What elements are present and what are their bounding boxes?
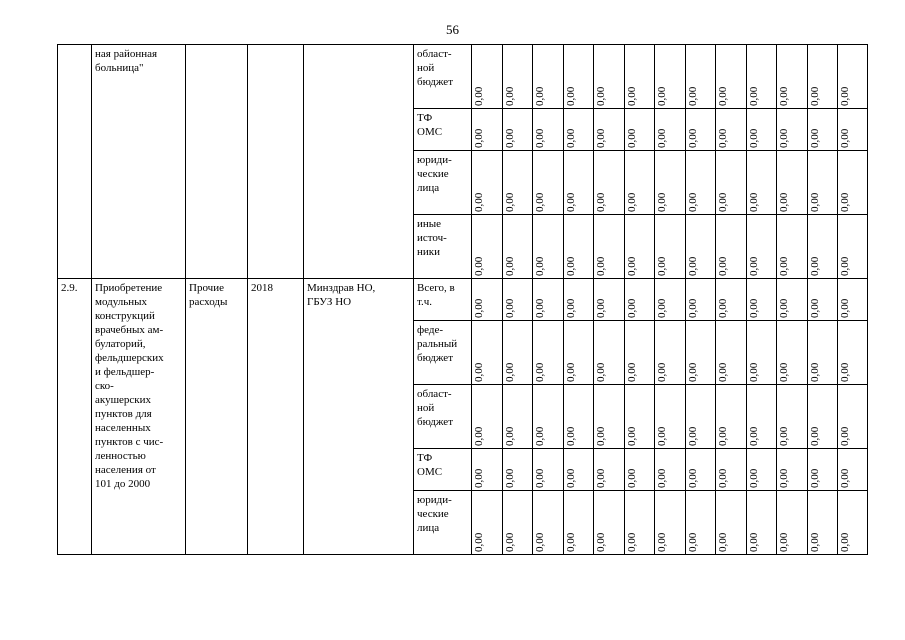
value-cell	[625, 215, 655, 279]
value-text: 0,00	[473, 192, 485, 212]
value-cell	[655, 45, 686, 109]
value-cell	[655, 449, 686, 491]
item-2-9-item-number: 2.9.	[58, 279, 92, 555]
value-cell	[777, 215, 808, 279]
value-cell	[625, 491, 655, 555]
value-text: 0,00	[717, 532, 729, 552]
value-text: 0,00	[686, 86, 699, 106]
value-cell	[655, 279, 686, 321]
value-text: 0,00	[778, 298, 790, 318]
value-text: 0,00	[473, 426, 485, 446]
value-cell	[838, 385, 868, 449]
value-cell	[747, 279, 777, 321]
value-text: 0,00	[534, 532, 546, 552]
value-text: 0,00	[503, 128, 516, 148]
value-text: 0,00	[717, 192, 729, 212]
value-text: 0,00	[717, 298, 729, 318]
value-text: 0,00	[808, 256, 821, 276]
value-cell	[686, 491, 716, 555]
value-cell	[594, 491, 625, 555]
value-cell	[472, 45, 503, 109]
value-cell	[594, 321, 625, 385]
value-cell	[808, 385, 838, 449]
value-cell	[716, 385, 747, 449]
value-text: 0,00	[564, 192, 577, 212]
continued-item-year	[248, 45, 304, 279]
value-cell	[625, 151, 655, 215]
value-text: 0,00	[778, 192, 790, 212]
item-2-9-source-label: ТФ ОМС	[414, 449, 472, 491]
value-cell	[838, 45, 868, 109]
value-text: 0,00	[473, 256, 485, 276]
value-text: 0,00	[656, 426, 668, 446]
value-text: 0,00	[656, 86, 668, 106]
value-text: 0,00	[686, 256, 699, 276]
value-cell	[747, 385, 777, 449]
value-cell	[594, 45, 625, 109]
value-cell	[808, 109, 838, 151]
value-cell	[655, 151, 686, 215]
value-cell	[472, 109, 503, 151]
value-cell	[747, 491, 777, 555]
value-cell	[564, 321, 594, 385]
value-cell	[564, 215, 594, 279]
value-text: 0,00	[534, 298, 546, 318]
value-text: 0,00	[717, 256, 729, 276]
value-cell	[533, 491, 564, 555]
value-text: 0,00	[595, 298, 607, 318]
value-cell	[686, 151, 716, 215]
value-text: 0,00	[717, 426, 729, 446]
value-text: 0,00	[625, 468, 638, 488]
value-text: 0,00	[838, 298, 851, 318]
value-cell	[472, 491, 503, 555]
value-cell	[503, 321, 533, 385]
value-text: 0,00	[747, 128, 760, 148]
value-text: 0,00	[564, 256, 577, 276]
financing-table	[57, 44, 868, 555]
value-cell	[686, 215, 716, 279]
value-cell	[716, 45, 747, 109]
value-text: 0,00	[778, 362, 790, 382]
value-cell	[503, 215, 533, 279]
value-text: 0,00	[534, 128, 546, 148]
value-text: 0,00	[595, 468, 607, 488]
value-cell	[777, 385, 808, 449]
value-cell	[533, 449, 564, 491]
value-text: 0,00	[595, 192, 607, 212]
value-cell	[564, 45, 594, 109]
continued-source-label: област- ной бюджет	[414, 45, 472, 109]
value-cell	[564, 491, 594, 555]
continued-source-label: юриди- ческие лица	[414, 151, 472, 215]
value-text: 0,00	[717, 128, 729, 148]
value-text: 0,00	[564, 426, 577, 446]
value-cell	[747, 215, 777, 279]
value-cell	[808, 215, 838, 279]
value-cell	[686, 321, 716, 385]
item-2-9-source-label: феде- ральный бюджет	[414, 321, 472, 385]
item-2-9-row	[58, 279, 868, 321]
value-text: 0,00	[503, 86, 516, 106]
continued-source-label: иные источ- ники	[414, 215, 472, 279]
value-text: 0,00	[747, 86, 760, 106]
item-2-9-source-label: юриди- ческие лица	[414, 491, 472, 555]
page-number: 56	[446, 22, 459, 37]
value-cell	[655, 321, 686, 385]
value-text: 0,00	[656, 256, 668, 276]
value-text: 0,00	[778, 426, 790, 446]
value-cell	[503, 491, 533, 555]
value-text: 0,00	[838, 468, 851, 488]
value-text: 0,00	[747, 256, 760, 276]
value-text: 0,00	[595, 426, 607, 446]
value-text: 0,00	[534, 256, 546, 276]
value-cell	[533, 279, 564, 321]
value-text: 0,00	[686, 298, 699, 318]
value-cell	[625, 385, 655, 449]
continued-item-number	[58, 45, 92, 279]
value-cell	[655, 215, 686, 279]
value-text: 0,00	[625, 128, 638, 148]
value-text: 0,00	[625, 426, 638, 446]
value-text: 0,00	[564, 128, 577, 148]
value-text: 0,00	[503, 192, 516, 212]
value-cell	[594, 279, 625, 321]
value-text: 0,00	[656, 362, 668, 382]
value-text: 0,00	[534, 426, 546, 446]
value-cell	[503, 151, 533, 215]
value-cell	[564, 279, 594, 321]
value-cell	[533, 385, 564, 449]
value-text: 0,00	[838, 192, 851, 212]
value-cell	[838, 279, 868, 321]
value-text: 0,00	[778, 532, 790, 552]
value-cell	[716, 491, 747, 555]
value-cell	[777, 491, 808, 555]
value-cell	[838, 151, 868, 215]
continued-item-executor	[304, 45, 414, 279]
value-text: 0,00	[747, 468, 760, 488]
value-cell	[838, 491, 868, 555]
value-cell	[808, 151, 838, 215]
value-cell	[716, 151, 747, 215]
value-cell	[625, 109, 655, 151]
value-cell	[686, 109, 716, 151]
value-text: 0,00	[595, 362, 607, 382]
value-cell	[533, 321, 564, 385]
value-cell	[625, 449, 655, 491]
value-cell	[716, 215, 747, 279]
value-cell	[716, 449, 747, 491]
value-text: 0,00	[656, 298, 668, 318]
value-text: 0,00	[473, 298, 485, 318]
value-cell	[472, 279, 503, 321]
value-cell	[503, 45, 533, 109]
value-cell	[564, 109, 594, 151]
value-text: 0,00	[808, 532, 821, 552]
value-text: 0,00	[747, 362, 760, 382]
value-cell	[533, 109, 564, 151]
value-text: 0,00	[778, 468, 790, 488]
value-cell	[503, 449, 533, 491]
value-text: 0,00	[838, 256, 851, 276]
value-text: 0,00	[473, 362, 485, 382]
value-text: 0,00	[747, 426, 760, 446]
value-text: 0,00	[595, 128, 607, 148]
value-cell	[686, 385, 716, 449]
value-text: 0,00	[808, 362, 821, 382]
value-cell	[808, 279, 838, 321]
value-cell	[472, 449, 503, 491]
value-text: 0,00	[473, 468, 485, 488]
value-text: 0,00	[778, 86, 790, 106]
item-2-9-item-name: Приобретение модульных конструкций врачебных ам- булаторий, фельдшерских и фельдшер- ско- акушерских пунктов для населенных пунктов с чис- ленностью населения от 101 до 2000	[92, 279, 186, 555]
value-cell	[594, 109, 625, 151]
item-2-9-source-label: област- ной бюджет	[414, 385, 472, 449]
value-cell	[472, 151, 503, 215]
value-cell	[777, 321, 808, 385]
item-2-9-item-executor: Минздрав НО, ГБУЗ НО	[304, 279, 414, 555]
value-text: 0,00	[808, 192, 821, 212]
value-text: 0,00	[717, 86, 729, 106]
value-text: 0,00	[808, 86, 821, 106]
value-text: 0,00	[747, 532, 760, 552]
value-text: 0,00	[534, 362, 546, 382]
value-cell	[533, 45, 564, 109]
value-cell	[777, 449, 808, 491]
value-text: 0,00	[564, 362, 577, 382]
value-cell	[808, 45, 838, 109]
value-cell	[838, 215, 868, 279]
value-text: 0,00	[564, 86, 577, 106]
value-text: 0,00	[534, 192, 546, 212]
value-text: 0,00	[778, 256, 790, 276]
value-cell	[808, 321, 838, 385]
continued-item-name: ная районная больница"	[92, 45, 186, 279]
value-cell	[808, 491, 838, 555]
value-text: 0,00	[686, 192, 699, 212]
value-cell	[472, 215, 503, 279]
value-cell	[716, 109, 747, 151]
value-text: 0,00	[686, 362, 699, 382]
value-text: 0,00	[625, 86, 638, 106]
value-text: 0,00	[625, 192, 638, 212]
value-cell	[503, 385, 533, 449]
value-cell	[838, 321, 868, 385]
value-text: 0,00	[747, 192, 760, 212]
value-text: 0,00	[503, 298, 516, 318]
value-cell	[777, 279, 808, 321]
value-cell	[838, 449, 868, 491]
value-text: 0,00	[838, 86, 851, 106]
value-text: 0,00	[808, 298, 821, 318]
value-text: 0,00	[808, 426, 821, 446]
value-text: 0,00	[656, 128, 668, 148]
value-cell	[594, 449, 625, 491]
value-text: 0,00	[473, 532, 485, 552]
value-text: 0,00	[625, 362, 638, 382]
value-cell	[747, 109, 777, 151]
value-text: 0,00	[747, 298, 760, 318]
value-text: 0,00	[595, 86, 607, 106]
item-2-9-source-label: Всего, в т.ч.	[414, 279, 472, 321]
value-text: 0,00	[686, 468, 699, 488]
continued-expense-type	[186, 45, 248, 279]
value-text: 0,00	[473, 128, 485, 148]
value-cell	[472, 385, 503, 449]
value-text: 0,00	[534, 468, 546, 488]
value-text: 0,00	[778, 128, 790, 148]
value-text: 0,00	[503, 362, 516, 382]
value-text: 0,00	[838, 426, 851, 446]
value-cell	[747, 449, 777, 491]
value-text: 0,00	[503, 256, 516, 276]
value-cell	[655, 385, 686, 449]
value-text: 0,00	[625, 256, 638, 276]
value-text: 0,00	[503, 532, 516, 552]
value-cell	[686, 279, 716, 321]
value-text: 0,00	[656, 468, 668, 488]
value-cell	[533, 151, 564, 215]
value-text: 0,00	[686, 128, 699, 148]
value-text: 0,00	[717, 468, 729, 488]
value-text: 0,00	[808, 468, 821, 488]
continued-row	[58, 45, 868, 109]
value-text: 0,00	[686, 426, 699, 446]
value-cell	[777, 109, 808, 151]
value-cell	[472, 321, 503, 385]
value-cell	[594, 385, 625, 449]
value-cell	[594, 215, 625, 279]
value-text: 0,00	[838, 532, 851, 552]
continued-source-label: ТФ ОМС	[414, 109, 472, 151]
value-cell	[808, 449, 838, 491]
value-text: 0,00	[656, 192, 668, 212]
value-cell	[777, 151, 808, 215]
value-text: 0,00	[503, 426, 516, 446]
value-text: 0,00	[838, 128, 851, 148]
value-cell	[564, 151, 594, 215]
value-text: 0,00	[625, 298, 638, 318]
value-cell	[777, 45, 808, 109]
value-cell	[716, 279, 747, 321]
value-cell	[503, 109, 533, 151]
value-text: 0,00	[564, 298, 577, 318]
value-text: 0,00	[503, 468, 516, 488]
value-text: 0,00	[656, 532, 668, 552]
value-cell	[594, 151, 625, 215]
value-text: 0,00	[625, 532, 638, 552]
value-cell	[716, 321, 747, 385]
value-text: 0,00	[473, 86, 485, 106]
value-text: 0,00	[534, 86, 546, 106]
value-cell	[503, 279, 533, 321]
value-text: 0,00	[808, 128, 821, 148]
value-text: 0,00	[595, 256, 607, 276]
value-cell	[686, 45, 716, 109]
value-cell	[838, 109, 868, 151]
item-2-9-expense-type: Прочие расходы	[186, 279, 248, 555]
value-cell	[747, 45, 777, 109]
value-cell	[686, 449, 716, 491]
value-cell	[655, 491, 686, 555]
value-text: 0,00	[838, 362, 851, 382]
value-text: 0,00	[564, 468, 577, 488]
value-cell	[533, 215, 564, 279]
value-text: 0,00	[595, 532, 607, 552]
value-text: 0,00	[717, 362, 729, 382]
value-cell	[747, 151, 777, 215]
value-cell	[625, 45, 655, 109]
value-cell	[655, 109, 686, 151]
value-cell	[564, 385, 594, 449]
item-2-9-item-year: 2018	[248, 279, 304, 555]
value-text: 0,00	[564, 532, 577, 552]
value-cell	[564, 449, 594, 491]
value-cell	[625, 279, 655, 321]
value-text: 0,00	[686, 532, 699, 552]
value-cell	[625, 321, 655, 385]
value-cell	[747, 321, 777, 385]
